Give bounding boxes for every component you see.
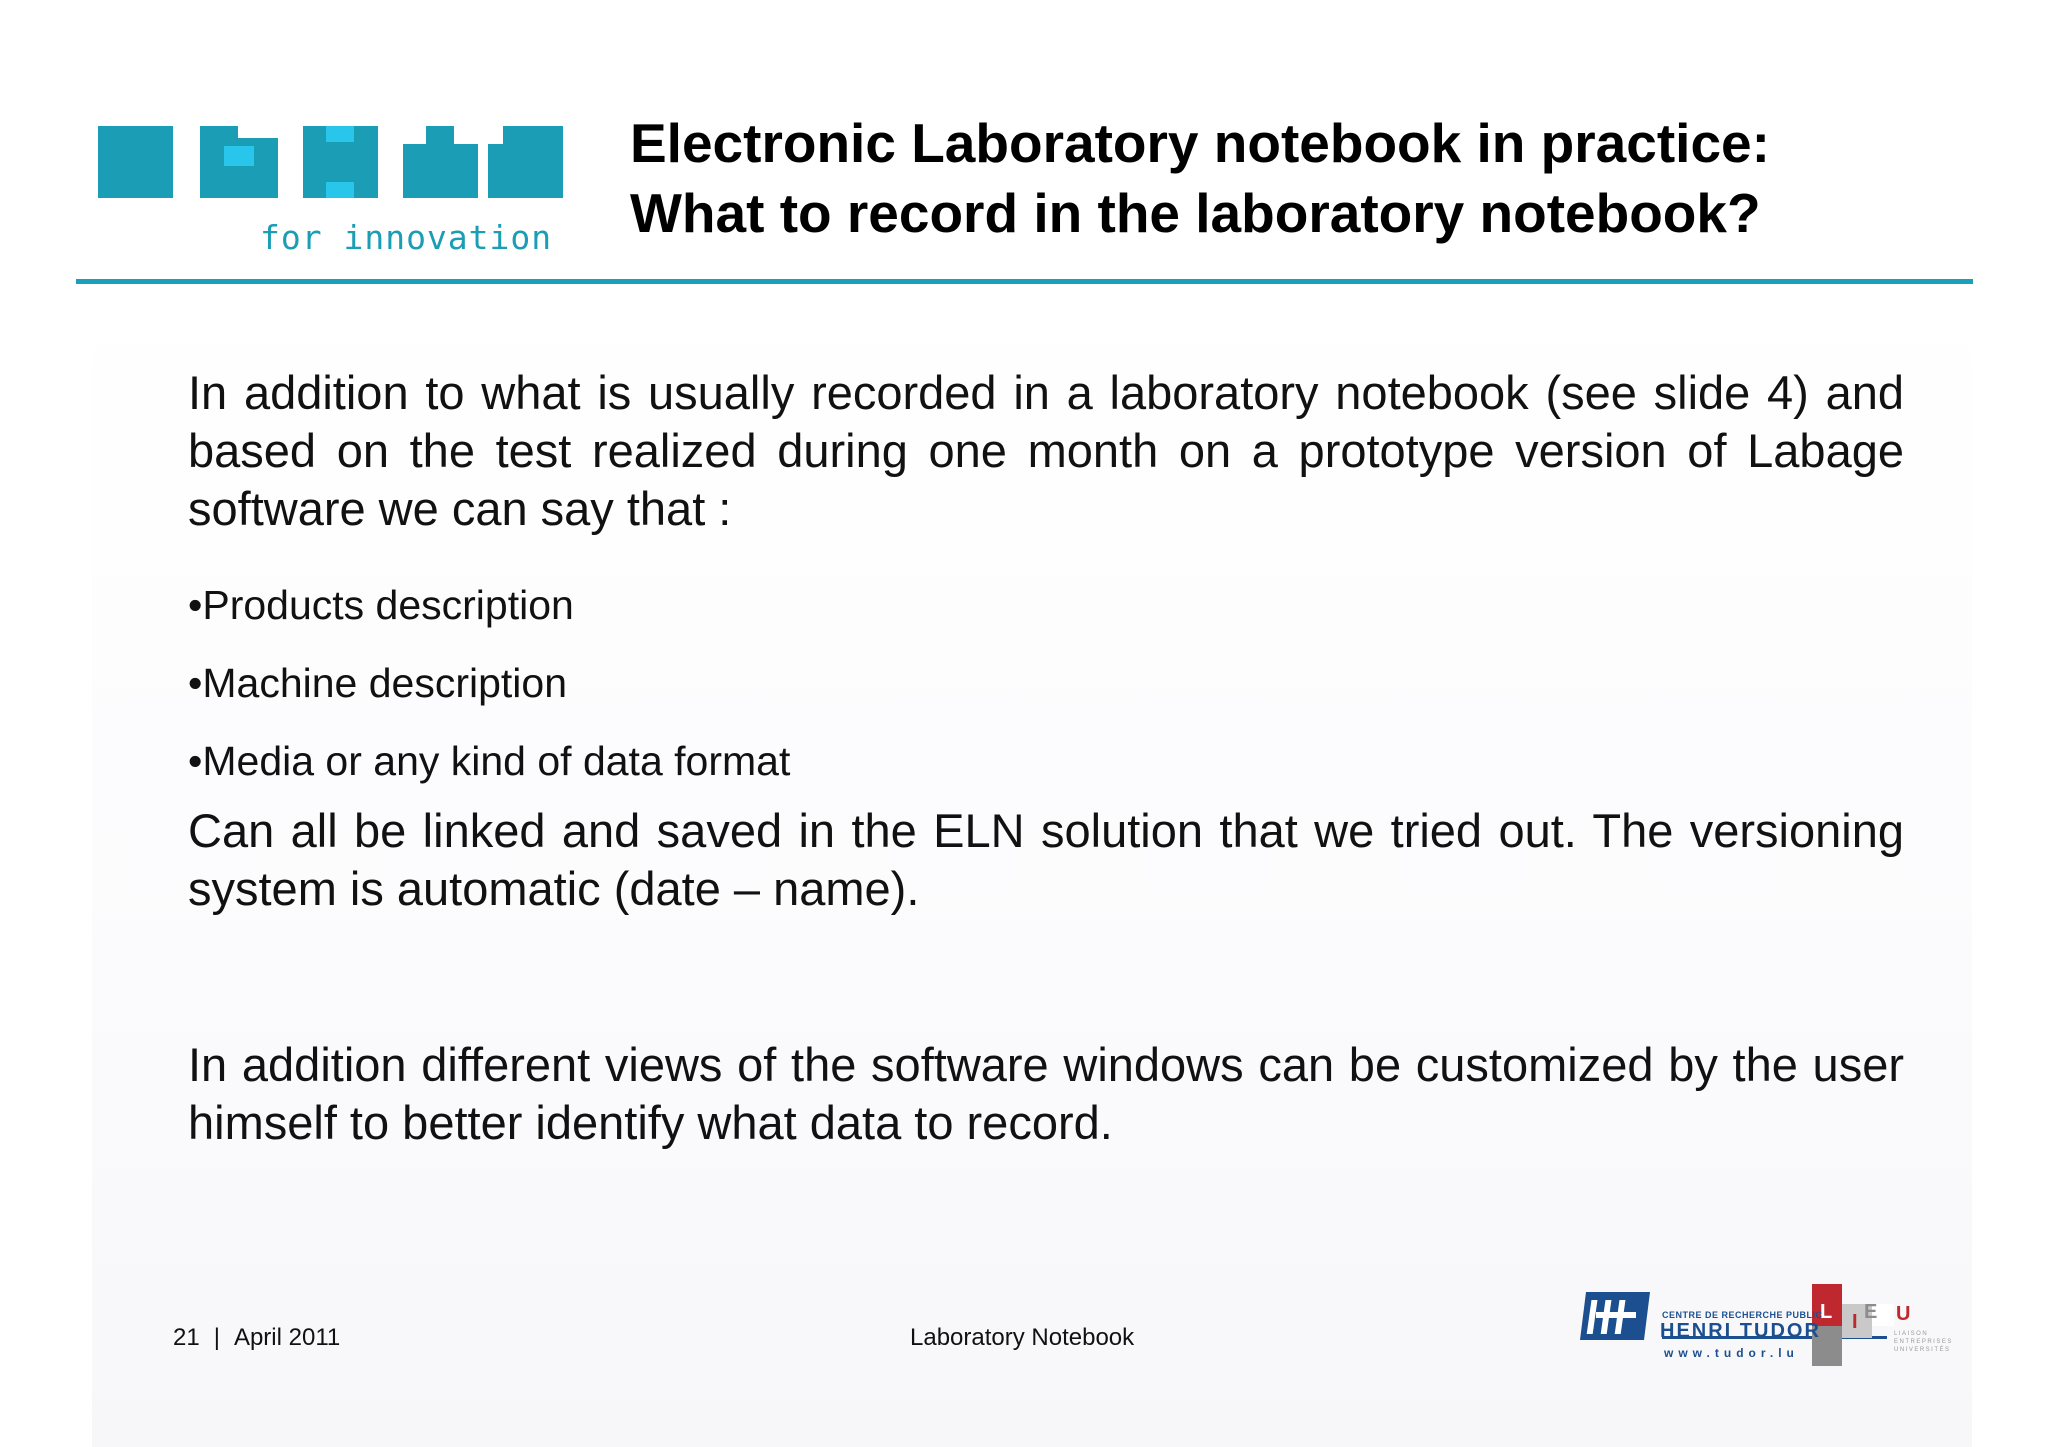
- title-divider: [76, 279, 1973, 284]
- lieu-letter-e: E: [1864, 1301, 1878, 1323]
- footer-left: [173, 1324, 340, 1352]
- lieu-subtitle-line: ENTREPRISES: [1894, 1339, 1953, 1345]
- lieu-letter-l: L: [1820, 1301, 1833, 1323]
- bullet-item: • Media or any kind of data format: [188, 722, 790, 800]
- tudor-url: www.tudor.lu: [1664, 1346, 1799, 1360]
- footer-title: Laboratory Notebook: [910, 1324, 1135, 1351]
- footer-separator: |: [213, 1324, 220, 1351]
- lieu-subtitle: [1894, 1330, 1953, 1354]
- slide-title: [630, 108, 1970, 248]
- logo-block-3: [303, 126, 378, 198]
- intro-paragraph: In addition to what is usually recorded in a laboratory notebook (see slide 4) and based on the test realized during one month on a prototype version of Labage software we can say that :: [188, 366, 1904, 535]
- title-line-2: What to record in the laboratory notebook?: [630, 182, 1761, 244]
- lieu-subtitle-line: UNIVERSITÉS: [1894, 1347, 1951, 1353]
- lieu-subtitle-line: LIAISON: [1894, 1331, 1929, 1337]
- footer-date: April 2011: [233, 1324, 341, 1351]
- linking-paragraph: Can all be linked and saved in the ELN solution that we tried out. The versioning system is automatic (date – name).: [188, 804, 1904, 915]
- tudor-subtitle: CENTRE DE RECHERCHE PUBLIC: [1662, 1310, 1823, 1320]
- logo-block-2: [200, 126, 278, 198]
- customization-paragraph: In addition different views of the software windows can be customized by the user himself to better identify what data to record.: [188, 1038, 1904, 1149]
- lieu-letter-u: U: [1896, 1303, 1911, 1325]
- logo-block-1: [98, 126, 173, 198]
- logo-block-5: [488, 126, 563, 198]
- bullet-item: • Machine description: [188, 644, 790, 722]
- lieu-letter-i: I: [1852, 1311, 1858, 1333]
- logo-block-4: [403, 126, 478, 198]
- tudor-name: HENRI TUDOR: [1660, 1320, 1821, 1342]
- title-line-1: Electronic Laboratory notebook in practice:: [630, 112, 1770, 174]
- bullet-item: • Products description: [188, 566, 790, 644]
- tudor-emblem-icon: [1580, 1292, 1650, 1340]
- bullet-list: [188, 566, 790, 800]
- page-number: 21: [173, 1324, 200, 1351]
- logo-tagline: for innovation: [260, 218, 553, 257]
